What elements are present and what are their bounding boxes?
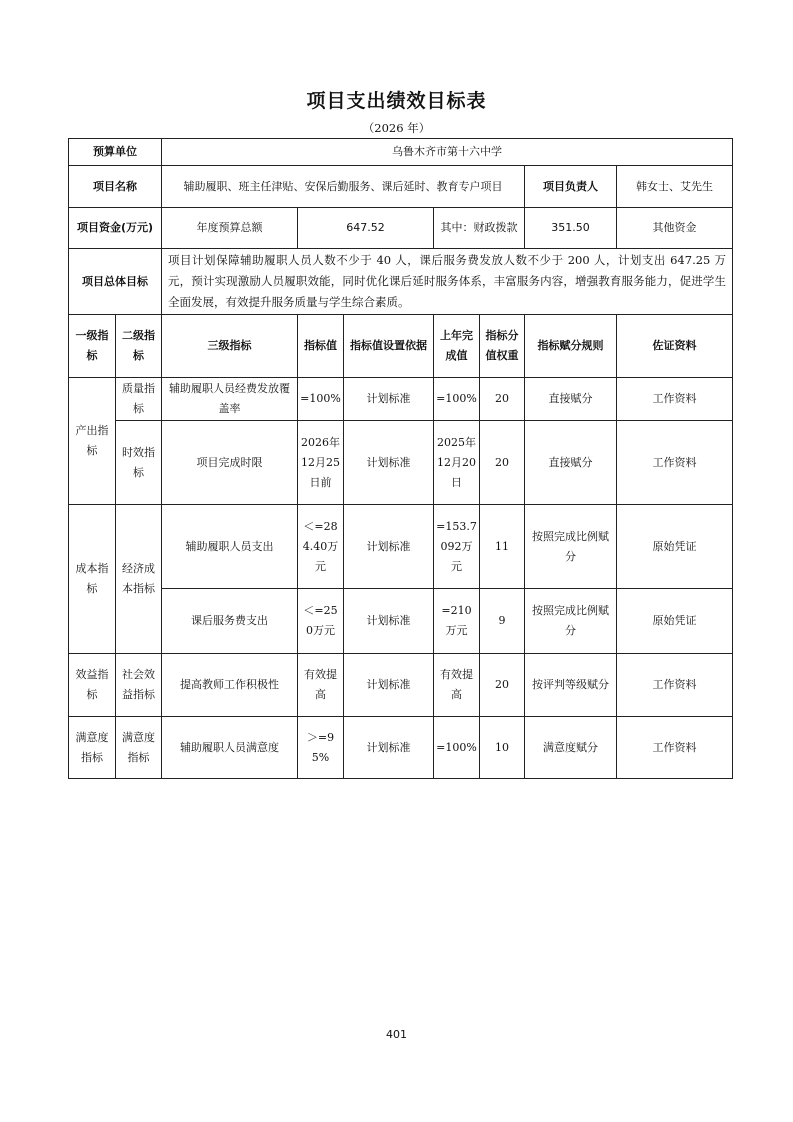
- fiscal-funds-value: 351.50: [525, 208, 617, 249]
- rule-cell: 按照完成比例赋分: [525, 505, 617, 589]
- last-year-cell: =100%: [434, 378, 480, 421]
- evidence-cell: 工作资料: [617, 654, 733, 717]
- weight-cell: 20: [480, 378, 525, 421]
- rule-cell: 直接赋分: [525, 421, 617, 505]
- value-cell: ＜=284.40万元: [298, 505, 344, 589]
- value-cell: 有效提高: [298, 654, 344, 717]
- last-year-cell: =210万元: [434, 589, 480, 654]
- level1-cell: 成本指标: [69, 505, 116, 654]
- level3-cell: 辅助履职人员经费发放覆盖率: [162, 378, 298, 421]
- rule-cell: 按评判等级赋分: [525, 654, 617, 717]
- column-header-evidence: 佐证资料: [617, 315, 733, 378]
- level3-cell: 课后服务费支出: [162, 589, 298, 654]
- basis-cell: 计划标准: [344, 421, 434, 505]
- evidence-cell: 工作资料: [617, 378, 733, 421]
- project-name-label: 项目名称: [69, 166, 162, 208]
- level2-cell: 时效指标: [116, 421, 162, 505]
- level3-cell: 项目完成时限: [162, 421, 298, 505]
- basis-cell: 计划标准: [344, 505, 434, 589]
- other-funds-label: 其他资金: [617, 208, 733, 249]
- column-header-weight: 指标分值权重: [480, 315, 525, 378]
- table-row: [69, 505, 733, 589]
- evidence-cell: 工作资料: [617, 421, 733, 505]
- level1-cell: 满意度指标: [69, 717, 116, 779]
- level3-cell: 提高教师工作积极性: [162, 654, 298, 717]
- column-header-basis: 指标值设置依据: [344, 315, 434, 378]
- last-year-cell: =100%: [434, 717, 480, 779]
- value-cell: 2026年12月25日前: [298, 421, 344, 505]
- column-header-rule: 指标赋分规则: [525, 315, 617, 378]
- table-row: [69, 421, 733, 505]
- column-header-level3: 三级指标: [162, 315, 298, 378]
- table-row: [69, 654, 733, 717]
- budget-unit-label: 预算单位: [69, 139, 162, 166]
- project-funds-label: 项目资金(万元): [69, 208, 162, 249]
- level1-cell: 效益指标: [69, 654, 116, 717]
- table-row: [69, 589, 733, 654]
- performance-target-table: [68, 138, 733, 779]
- rule-cell: 按照完成比例赋分: [525, 589, 617, 654]
- basis-cell: 计划标准: [344, 589, 434, 654]
- table-row: [69, 717, 733, 779]
- column-header-level2: 二级指标: [116, 315, 162, 378]
- level3-cell: 辅助履职人员满意度: [162, 717, 298, 779]
- document-year: （2026 年）: [362, 121, 431, 135]
- fiscal-funds-label: 其中：财政拨款: [434, 208, 525, 249]
- document-title: 项目支出绩效目标表: [306, 90, 487, 112]
- evidence-cell: 原始凭证: [617, 589, 733, 654]
- value-cell: ＞=95%: [298, 717, 344, 779]
- weight-cell: 9: [480, 589, 525, 654]
- level3-cell: 辅助履职人员支出: [162, 505, 298, 589]
- value-cell: ＜=250万元: [298, 589, 344, 654]
- annual-budget-value: 647.52: [298, 208, 434, 249]
- rule-cell: 直接赋分: [525, 378, 617, 421]
- value-cell: =100%: [298, 378, 344, 421]
- project-leader-value: 韩女士、艾先生: [617, 166, 733, 208]
- basis-cell: 计划标准: [344, 717, 434, 779]
- budget-unit-value: 乌鲁木齐市第十六中学: [162, 139, 733, 166]
- project-leader-label: 项目负责人: [525, 166, 617, 208]
- evidence-cell: 原始凭证: [617, 505, 733, 589]
- annual-budget-label: 年度预算总额: [162, 208, 298, 249]
- basis-cell: 计划标准: [344, 654, 434, 717]
- project-name-value: 辅助履职、班主任津贴、安保后勤服务、课后延时、教育专户项目: [162, 166, 525, 208]
- column-header-last-year: 上年完成值: [434, 315, 480, 378]
- last-year-cell: =153.7092万元: [434, 505, 480, 589]
- basis-cell: 计划标准: [344, 378, 434, 421]
- level2-cell: 经济成本指标: [116, 505, 162, 654]
- column-header-level1: 一级指标: [69, 315, 116, 378]
- weight-cell: 10: [480, 717, 525, 779]
- weight-cell: 11: [480, 505, 525, 589]
- overall-goal-label: 项目总体目标: [69, 249, 162, 315]
- page-number: 401: [386, 1028, 407, 1041]
- overall-goal-text: 项目计划保障辅助履职人员人数不少于 40 人，课后服务费发放人数不少于 200 人，计划支出 647.25 万元，预计实现激励人员履职效能，同时优化课后延时服务体系，丰富服务内容，增强教育服务能力，促进学生全面发展，有效提升服务质量与学生综合素质。: [162, 249, 733, 315]
- column-header-value: 指标值: [298, 315, 344, 378]
- table-row: [69, 378, 733, 421]
- level2-cell: 满意度指标: [116, 717, 162, 779]
- last-year-cell: 有效提高: [434, 654, 480, 717]
- level1-cell: 产出指标: [69, 378, 116, 505]
- rule-cell: 满意度赋分: [525, 717, 617, 779]
- last-year-cell: 2025年12月20日: [434, 421, 480, 505]
- weight-cell: 20: [480, 654, 525, 717]
- level2-cell: 质量指标: [116, 378, 162, 421]
- evidence-cell: 工作资料: [617, 717, 733, 779]
- level2-cell: 社会效益指标: [116, 654, 162, 717]
- weight-cell: 20: [480, 421, 525, 505]
